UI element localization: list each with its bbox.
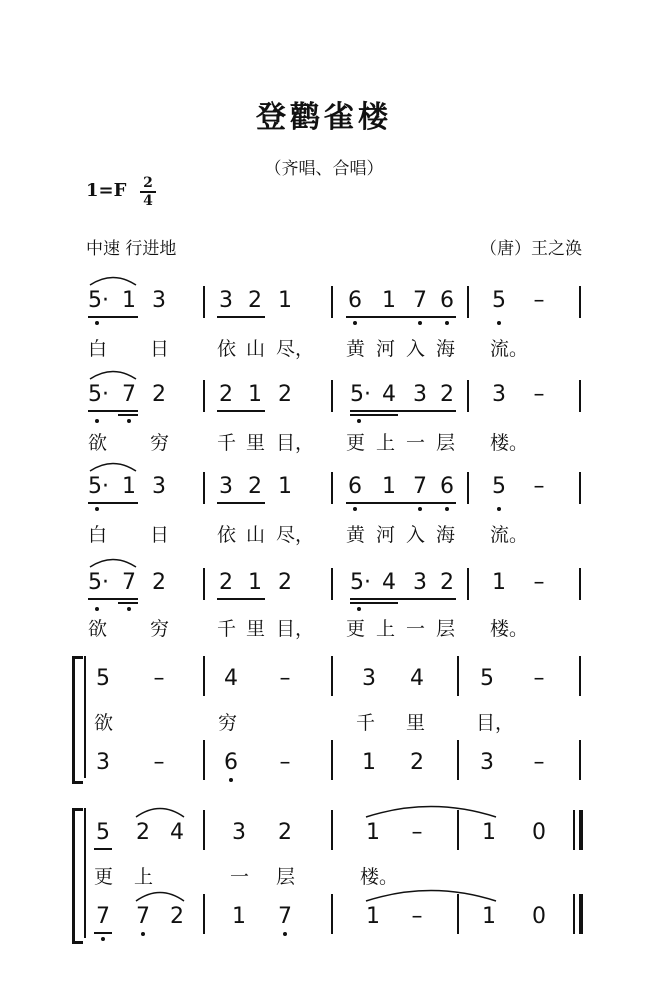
note: 5 bbox=[492, 474, 506, 499]
lyric: 上 bbox=[134, 866, 154, 888]
note: – bbox=[533, 666, 545, 691]
lyric: 更 bbox=[346, 618, 366, 640]
underline bbox=[350, 414, 398, 416]
note: 3 bbox=[219, 288, 233, 313]
barline bbox=[467, 286, 469, 318]
low-octave-dot bbox=[497, 321, 501, 325]
note: 2 bbox=[248, 288, 262, 313]
underline bbox=[118, 414, 138, 416]
lyric: 楼。 bbox=[490, 618, 529, 640]
low-octave-dot bbox=[357, 607, 361, 611]
lyric: 入 bbox=[406, 338, 426, 360]
low-octave-dot bbox=[141, 932, 145, 936]
note: 1 bbox=[482, 820, 496, 845]
note: 1 bbox=[248, 570, 262, 595]
final-barline-thin bbox=[573, 810, 575, 850]
final-barline-thick bbox=[579, 894, 583, 934]
note: 4 bbox=[382, 382, 396, 407]
barline bbox=[203, 472, 205, 504]
note: 1 bbox=[492, 570, 506, 595]
note: 6 bbox=[348, 474, 362, 499]
lyric: 日 bbox=[150, 524, 170, 546]
low-octave-dot bbox=[497, 507, 501, 511]
lyric: 尽， bbox=[276, 524, 315, 546]
note: 1 bbox=[362, 750, 376, 775]
system1-lower-part bbox=[0, 748, 648, 788]
note: 6 bbox=[348, 288, 362, 313]
barline bbox=[579, 568, 581, 600]
lyric: 目， bbox=[476, 712, 515, 734]
barline bbox=[331, 656, 333, 696]
lyric: 里 bbox=[246, 432, 266, 454]
note: 2 bbox=[248, 474, 262, 499]
note: 5· bbox=[88, 382, 109, 407]
slur bbox=[134, 804, 186, 818]
barline bbox=[331, 380, 333, 412]
barline bbox=[203, 380, 205, 412]
note: 3 bbox=[492, 382, 506, 407]
low-octave-dot bbox=[95, 607, 99, 611]
note: 1 bbox=[382, 474, 396, 499]
note: – bbox=[411, 904, 423, 929]
barline bbox=[203, 286, 205, 318]
note: 1 bbox=[482, 904, 496, 929]
underline bbox=[118, 602, 138, 604]
note: 5 bbox=[492, 288, 506, 313]
note: 5 bbox=[96, 666, 110, 691]
song-subtitle: （齐唱、合唱） bbox=[264, 159, 384, 179]
barline bbox=[331, 810, 333, 850]
note: 1 bbox=[366, 904, 380, 929]
lyric: 穷 bbox=[150, 618, 170, 640]
note: 5· bbox=[350, 570, 371, 595]
key-signature: 1=F bbox=[86, 180, 127, 201]
lyric: 穷 bbox=[150, 432, 170, 454]
barline bbox=[457, 810, 459, 850]
note: 2 bbox=[440, 382, 454, 407]
underline bbox=[217, 410, 265, 412]
note: 2 bbox=[219, 382, 233, 407]
note: – bbox=[533, 474, 545, 499]
lyric: 一 bbox=[406, 618, 426, 640]
note: 3 bbox=[232, 820, 246, 845]
barline bbox=[203, 568, 205, 600]
lyric: 黄 bbox=[346, 338, 366, 360]
lyric: 层 bbox=[276, 866, 296, 888]
lyric: 楼。 bbox=[490, 432, 529, 454]
underline bbox=[88, 598, 138, 600]
note: 2 bbox=[219, 570, 233, 595]
system2-lower-part bbox=[0, 902, 648, 942]
barline bbox=[579, 740, 581, 780]
lyric: 黄 bbox=[346, 524, 366, 546]
note: 2 bbox=[440, 570, 454, 595]
note: 7 bbox=[122, 382, 136, 407]
barline bbox=[203, 894, 205, 934]
underline bbox=[217, 316, 265, 318]
note: 4 bbox=[382, 570, 396, 595]
lyric: 千 bbox=[356, 712, 376, 734]
lyric: 河 bbox=[376, 338, 396, 360]
note: – bbox=[279, 666, 291, 691]
lyric: 日 bbox=[150, 338, 170, 360]
note: 2 bbox=[278, 382, 292, 407]
barline bbox=[579, 656, 581, 696]
lyric: 依 bbox=[217, 524, 237, 546]
note: 0 bbox=[532, 820, 546, 845]
tie bbox=[364, 802, 498, 818]
lyric: 目， bbox=[276, 432, 315, 454]
low-octave-dot bbox=[418, 321, 422, 325]
note: 1 bbox=[382, 288, 396, 313]
low-octave-dot bbox=[445, 507, 449, 511]
lyric: 尽， bbox=[276, 338, 315, 360]
barline bbox=[579, 380, 581, 412]
barline bbox=[331, 568, 333, 600]
lyric: 欲 bbox=[88, 618, 108, 640]
note: 7 bbox=[136, 904, 150, 929]
lyric: 河 bbox=[376, 524, 396, 546]
lyric: 山 bbox=[246, 338, 266, 360]
lyric: 千 bbox=[217, 618, 237, 640]
barline bbox=[331, 472, 333, 504]
underline bbox=[217, 502, 265, 504]
barline bbox=[579, 286, 581, 318]
slur bbox=[134, 888, 186, 902]
note: 5· bbox=[88, 288, 109, 313]
note: 7 bbox=[413, 474, 427, 499]
system2-upper-part bbox=[0, 818, 648, 858]
note: 6 bbox=[440, 288, 454, 313]
lyric: 海 bbox=[436, 524, 456, 546]
lyric: 流。 bbox=[490, 524, 529, 546]
note: 7 bbox=[122, 570, 136, 595]
note: 4 bbox=[224, 666, 238, 691]
lyric: 层 bbox=[436, 618, 456, 640]
note: 5· bbox=[350, 382, 371, 407]
lyric: 穷 bbox=[218, 712, 238, 734]
melody-line-4 bbox=[0, 568, 648, 608]
note: – bbox=[533, 750, 545, 775]
lyric: 更 bbox=[94, 866, 114, 888]
barline bbox=[331, 286, 333, 318]
note: 1 bbox=[122, 474, 136, 499]
low-octave-dot bbox=[95, 419, 99, 423]
lyric: 入 bbox=[406, 524, 426, 546]
barline bbox=[457, 656, 459, 696]
lyric: 楼。 bbox=[360, 866, 399, 888]
barline bbox=[203, 656, 205, 696]
underline bbox=[94, 932, 112, 934]
slur bbox=[88, 274, 138, 286]
note: – bbox=[411, 820, 423, 845]
barline bbox=[457, 894, 459, 934]
note: 4 bbox=[170, 820, 184, 845]
note: 3 bbox=[152, 288, 166, 313]
lyric: 海 bbox=[436, 338, 456, 360]
low-octave-dot bbox=[127, 607, 131, 611]
low-octave-dot bbox=[229, 778, 233, 782]
barline bbox=[579, 472, 581, 504]
note: 2 bbox=[136, 820, 150, 845]
barline bbox=[331, 894, 333, 934]
low-octave-dot bbox=[418, 507, 422, 511]
note: 2 bbox=[152, 570, 166, 595]
low-octave-dot bbox=[353, 507, 357, 511]
lyric: 白 bbox=[88, 524, 108, 546]
note: 2 bbox=[278, 570, 292, 595]
note: 4 bbox=[410, 666, 424, 691]
note: 2 bbox=[410, 750, 424, 775]
tie bbox=[364, 886, 498, 902]
note: 3 bbox=[413, 570, 427, 595]
barline bbox=[457, 740, 459, 780]
note: – bbox=[153, 666, 165, 691]
melody-line-2 bbox=[0, 380, 648, 420]
note: 1 bbox=[278, 474, 292, 499]
slur bbox=[88, 460, 138, 472]
barline bbox=[467, 472, 469, 504]
lyric: 千 bbox=[217, 432, 237, 454]
note: 5 bbox=[480, 666, 494, 691]
system1-lyrics bbox=[0, 708, 648, 748]
note: 1 bbox=[232, 904, 246, 929]
system1-upper-part bbox=[0, 664, 648, 704]
underline bbox=[217, 598, 265, 600]
melody-line-1 bbox=[0, 286, 648, 326]
underline bbox=[88, 316, 138, 318]
lyric: 欲 bbox=[88, 432, 108, 454]
tempo-marking: 中速 行进地 bbox=[86, 239, 177, 259]
note: 3 bbox=[362, 666, 376, 691]
note: 1 bbox=[122, 288, 136, 313]
lyric: 依 bbox=[217, 338, 237, 360]
note: 1 bbox=[248, 382, 262, 407]
barline bbox=[331, 740, 333, 780]
low-octave-dot bbox=[357, 419, 361, 423]
song-title: 登鹳雀楼 bbox=[256, 100, 392, 135]
note: 3 bbox=[96, 750, 110, 775]
underline bbox=[346, 316, 456, 318]
underline bbox=[350, 602, 398, 604]
note: 1 bbox=[278, 288, 292, 313]
author-credit: （唐）王之涣 bbox=[480, 239, 582, 259]
note: – bbox=[153, 750, 165, 775]
note: 5· bbox=[88, 474, 109, 499]
lyric: 上 bbox=[376, 618, 396, 640]
underline bbox=[88, 410, 138, 412]
lyric: 目， bbox=[276, 618, 315, 640]
underline bbox=[94, 848, 112, 850]
lyric: 流。 bbox=[490, 338, 529, 360]
time-signature-bottom: 4 bbox=[143, 192, 153, 209]
low-octave-dot bbox=[283, 932, 287, 936]
note: – bbox=[533, 288, 545, 313]
note: 7 bbox=[278, 904, 292, 929]
lyric: 更 bbox=[346, 432, 366, 454]
note: 2 bbox=[152, 382, 166, 407]
lyric: 里 bbox=[246, 618, 266, 640]
note: – bbox=[533, 382, 545, 407]
low-octave-dot bbox=[353, 321, 357, 325]
note: 3 bbox=[480, 750, 494, 775]
lyric-line-4 bbox=[0, 614, 648, 654]
slur bbox=[88, 368, 138, 380]
note: 7 bbox=[413, 288, 427, 313]
system2-lyrics bbox=[0, 862, 648, 902]
note: 3 bbox=[219, 474, 233, 499]
melody-line-3 bbox=[0, 472, 648, 512]
underline bbox=[350, 410, 456, 412]
lyric: 一 bbox=[230, 866, 250, 888]
lyric: 上 bbox=[376, 432, 396, 454]
lyric: 白 bbox=[88, 338, 108, 360]
note: 5· bbox=[88, 570, 109, 595]
final-barline-thin bbox=[573, 894, 575, 934]
lyric: 层 bbox=[436, 432, 456, 454]
note: 0 bbox=[532, 904, 546, 929]
lyric: 山 bbox=[246, 524, 266, 546]
underline bbox=[346, 502, 456, 504]
low-octave-dot bbox=[445, 321, 449, 325]
note: 3 bbox=[413, 382, 427, 407]
lyric: 欲 bbox=[94, 712, 114, 734]
note: 2 bbox=[278, 820, 292, 845]
barline bbox=[203, 810, 205, 850]
final-barline-thick bbox=[579, 810, 583, 850]
barline bbox=[203, 740, 205, 780]
note: 5 bbox=[96, 820, 110, 845]
note: 6 bbox=[440, 474, 454, 499]
lyric: 一 bbox=[406, 432, 426, 454]
low-octave-dot bbox=[127, 419, 131, 423]
time-signature-top: 2 bbox=[143, 175, 153, 191]
note: – bbox=[279, 750, 291, 775]
note: 6 bbox=[224, 750, 238, 775]
barline bbox=[467, 568, 469, 600]
underline bbox=[350, 598, 456, 600]
barline bbox=[467, 380, 469, 412]
low-octave-dot bbox=[95, 321, 99, 325]
underline bbox=[88, 502, 138, 504]
note: 3 bbox=[152, 474, 166, 499]
note: 7 bbox=[96, 904, 110, 929]
low-octave-dot bbox=[95, 507, 99, 511]
lyric-line-3 bbox=[0, 520, 648, 560]
low-octave-dot bbox=[101, 937, 105, 941]
time-signature bbox=[140, 176, 156, 208]
note: – bbox=[533, 570, 545, 595]
note: 2 bbox=[170, 904, 184, 929]
slur bbox=[88, 556, 138, 568]
lyric: 里 bbox=[406, 712, 426, 734]
note: 1 bbox=[366, 820, 380, 845]
